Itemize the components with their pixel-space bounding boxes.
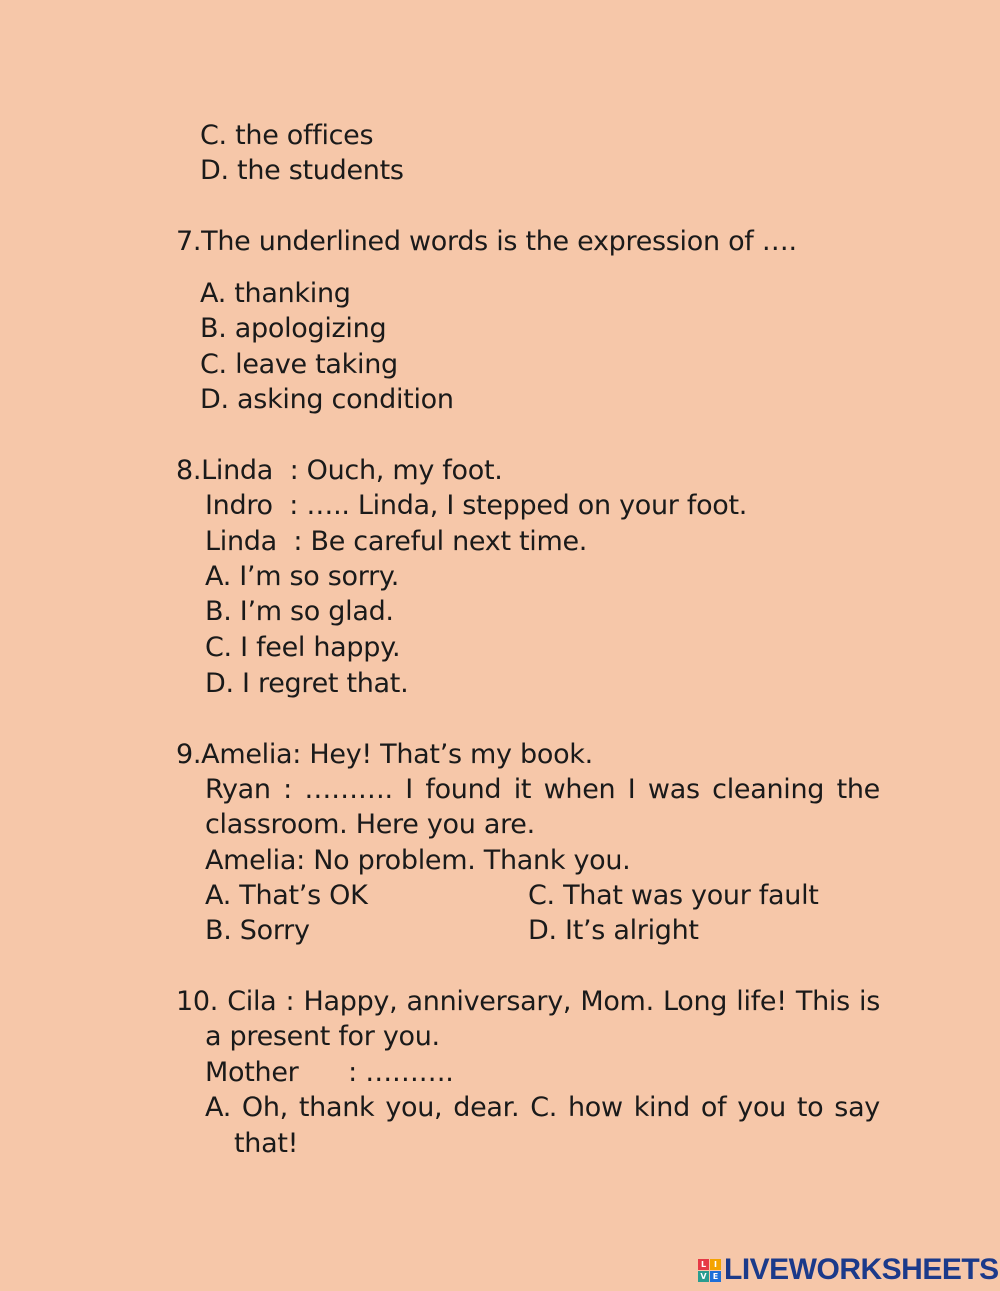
- q8-option-c: C. I feel happy.: [205, 632, 401, 663]
- logo-block-e: E: [710, 1271, 721, 1282]
- q9-option-c: C. That was your fault: [528, 880, 819, 911]
- logo-block-l: L: [698, 1259, 709, 1270]
- q8-option-a: A. I’m so sorry.: [205, 561, 399, 592]
- q6-option-c: C. the offices: [200, 120, 374, 151]
- q8-line-1-text: Linda : Ouch, my foot.: [201, 455, 503, 486]
- q9-line-3: classroom. Here you are.: [205, 809, 535, 840]
- q7-option-d: D. asking condition: [200, 384, 454, 415]
- logo-block-i: I: [710, 1259, 721, 1270]
- q9-option-a: A. That’s OK: [205, 880, 368, 911]
- liveworksheets-logo: [698, 1252, 999, 1288]
- q9-option-b: B. Sorry: [205, 915, 310, 946]
- q8-number: 8.: [176, 455, 202, 486]
- q8-line-3: Linda : Be careful next time.: [205, 526, 588, 557]
- q8-option-d: D. I regret that.: [205, 668, 409, 699]
- q9-option-d: D. It’s alright: [528, 915, 699, 946]
- q10-line-3: Mother : ……….: [205, 1057, 454, 1088]
- q7-number: 7.: [176, 226, 202, 257]
- logo-blocks-icon: [698, 1259, 721, 1282]
- q7-question-text: The underlined words is the expression of ….: [201, 226, 797, 257]
- q6-option-d: D. the students: [200, 155, 404, 186]
- q7-option-b: B. apologizing: [200, 313, 387, 344]
- q8-line-2: Indro : ….. Linda, I stepped on your foot.: [205, 490, 748, 521]
- q10-line-2: a present for you.: [205, 1021, 440, 1052]
- q8-line-1: [176, 453, 503, 489]
- q10-line-1: 10. Cila : Happy, anniversary, Mom. Long life! This is: [176, 986, 880, 1017]
- q7-option-a: A. thanking: [200, 278, 351, 309]
- q7-question: [176, 224, 797, 260]
- q9-line-1: [176, 737, 593, 773]
- q9-line-2: Ryan : ………. I found it when I was cleaning the: [205, 774, 880, 805]
- q7-option-c: C. leave taking: [200, 349, 398, 380]
- logo-text: LIVEWORKSHEETS: [724, 1253, 999, 1286]
- q8-option-b: B. I’m so glad.: [205, 596, 394, 627]
- q10-line-4: A. Oh, thank you, dear. C. how kind of you to say: [205, 1092, 880, 1123]
- q9-line-1-text: Amelia: Hey! That’s my book.: [201, 739, 593, 770]
- q9-line-4: Amelia: No problem. Thank you.: [205, 845, 631, 876]
- logo-block-v: V: [698, 1271, 709, 1282]
- q10-line-5: that!: [234, 1128, 299, 1159]
- q9-number: 9.: [176, 739, 202, 770]
